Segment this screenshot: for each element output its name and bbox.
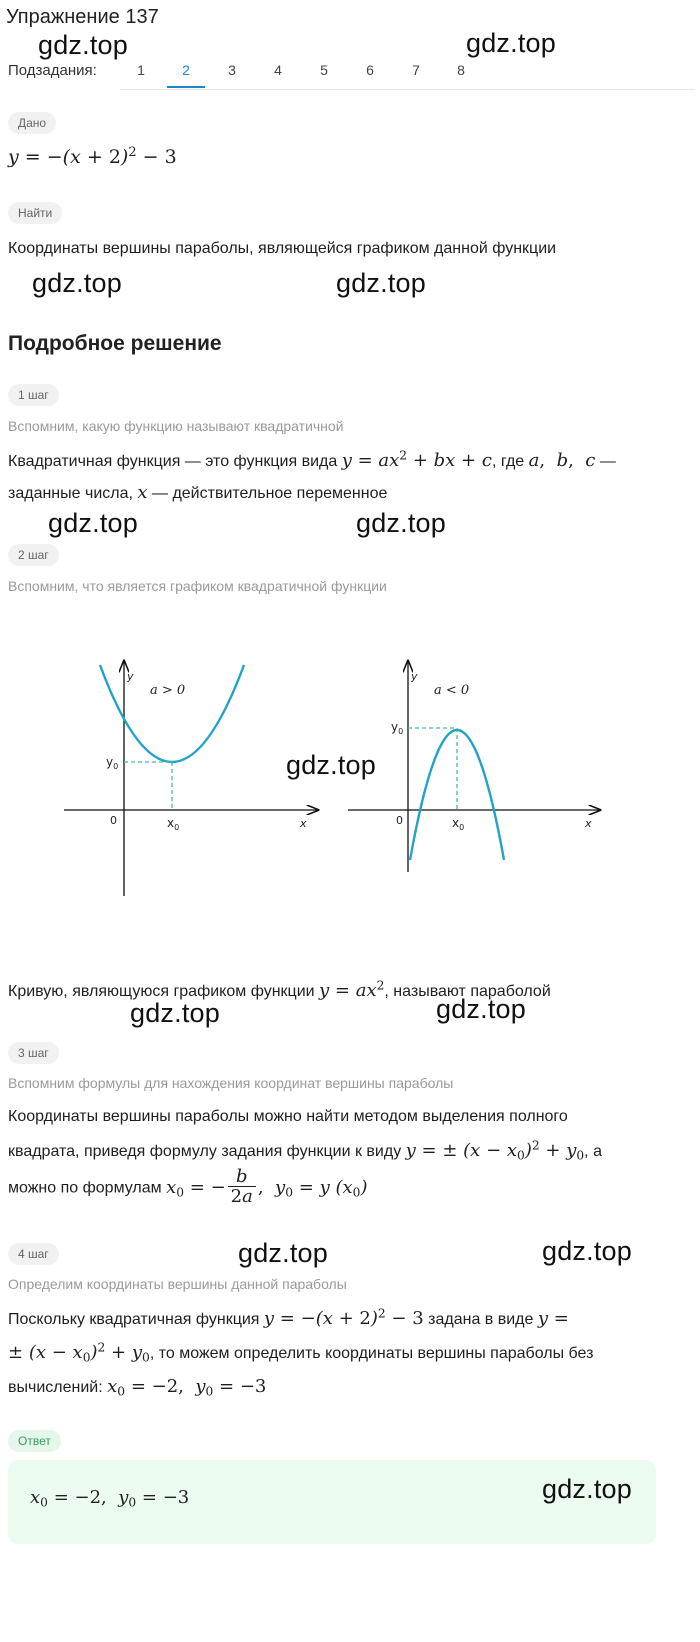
watermark: gdz.top bbox=[436, 994, 526, 1024]
y0-label: $y_0$ bbox=[106, 755, 119, 771]
step2-hint: Вспомним, что является графиком квадратичной функции bbox=[8, 578, 387, 594]
parabola-curve bbox=[100, 665, 244, 762]
page-title: Упражнение 137 bbox=[6, 6, 159, 28]
x-axis-label: x bbox=[585, 817, 592, 830]
subtasks-label: Подзадания: bbox=[8, 62, 97, 79]
tab-subtask-4[interactable]: 4 bbox=[274, 62, 282, 78]
step4-hint: Определим координаты вершины данной параболы bbox=[8, 1276, 347, 1292]
vertex-formula: $x_0$ = − $\frac{b}{2a}$ , $y_0 = y$ $(x_0)$ bbox=[166, 1166, 368, 1207]
given-chip: Дано bbox=[8, 112, 56, 134]
tab-subtask-2[interactable]: 2 bbox=[167, 60, 205, 88]
subtasks-tabs bbox=[120, 56, 695, 90]
find-text: Координаты вершины параболы, являющейся графиком данной функции bbox=[8, 240, 557, 257]
watermark: gdz.top bbox=[130, 998, 220, 1028]
tab-subtask-6[interactable]: 6 bbox=[366, 62, 374, 78]
step2-conclusion: Кривую, являющуюся графиком функции $y = ax^2$, называют параболой bbox=[8, 978, 551, 1001]
tab-subtask-8[interactable]: 8 bbox=[457, 62, 465, 78]
solution-title: Подробное решение bbox=[8, 332, 222, 355]
given-formula: $y = -(x + 2)^2 - 3$ bbox=[8, 144, 177, 168]
cond-label: a < 0 bbox=[434, 683, 470, 698]
step1-line1: Квадратичная функция — это функция вида $y = ax^2$ + bx + c, где a, b, c — bbox=[8, 448, 616, 471]
watermark: gdz.top bbox=[38, 30, 128, 60]
x-axis-label: x bbox=[300, 817, 307, 830]
step1-hint: Вспомним, какую функцию называют квадратичной bbox=[8, 418, 344, 434]
x0-label: $x_0$ bbox=[452, 816, 465, 832]
tab-subtask-1[interactable]: 1 bbox=[137, 62, 145, 78]
y-axis-label: y bbox=[411, 670, 418, 683]
step3-hint: Вспомним формулы для нахождения координат вершины параболы bbox=[8, 1075, 454, 1091]
y0-label: $y_0$ bbox=[391, 720, 404, 736]
graph-downward-parabola bbox=[348, 661, 600, 872]
step3-chip: 3 шаг bbox=[8, 1042, 59, 1064]
watermark: gdz.top bbox=[336, 268, 426, 298]
find-chip: Найти bbox=[8, 202, 62, 224]
cond-label: a > 0 bbox=[150, 683, 186, 698]
watermark: gdz.top bbox=[32, 268, 122, 298]
step3-line2: квадрата, приведя формулу задания функции к виду y = ± $(x - x_0)^2 + y_0$, а bbox=[8, 1138, 602, 1163]
watermark: gdz.top bbox=[542, 1236, 632, 1266]
step3-line1: Координаты вершины параболы можно найти методом выделения полного bbox=[8, 1108, 568, 1125]
graph-upward-parabola bbox=[64, 661, 318, 896]
step1-line2: заданные числа, x — действительное переменное bbox=[8, 482, 388, 503]
step1-chip: 1 шаг bbox=[8, 384, 59, 406]
step4-chip: 4 шаг bbox=[8, 1243, 59, 1265]
watermark: gdz.top bbox=[238, 1238, 328, 1268]
answer-formula: $x_0 = -2$, $y_0 = -3$ bbox=[30, 1487, 190, 1510]
answer-chip: Ответ bbox=[8, 1430, 61, 1452]
tab-subtask-7[interactable]: 7 bbox=[412, 62, 420, 78]
watermark: gdz.top bbox=[356, 508, 446, 538]
step2-chip: 2 шаг bbox=[8, 544, 59, 566]
y-axis-label: y bbox=[127, 670, 134, 683]
tab-subtask-3[interactable]: 3 bbox=[228, 62, 236, 78]
watermark: gdz.top bbox=[286, 750, 376, 780]
step4-line1: Поскольку квадратичная функция $y = -(x + 2)^2 - 3$ задана в виде y = bbox=[8, 1306, 569, 1329]
origin-label: 0 bbox=[396, 814, 403, 827]
origin-label: 0 bbox=[110, 814, 117, 827]
watermark: gdz.top bbox=[542, 1474, 632, 1504]
watermark: gdz.top bbox=[48, 508, 138, 538]
tab-subtask-5[interactable]: 5 bbox=[320, 62, 328, 78]
x0-label: $x_0$ bbox=[167, 816, 180, 832]
step4-line3: вычислений: $x_0 = -2$, $y_0 = -3$ bbox=[8, 1376, 267, 1399]
quadratic-formula: $y = ax^2$ + bx + c bbox=[341, 448, 492, 471]
watermark: gdz.top bbox=[466, 28, 556, 58]
step3-line3: можно по формулам $x_0$ = − $\frac{b}{2a}$ , $y_0 = y$ $(x_0)$ bbox=[8, 1166, 368, 1207]
step4-line2: ± $(x - x_0)^2 + y_0$, то можем определить координаты вершины параболы без bbox=[8, 1340, 594, 1365]
